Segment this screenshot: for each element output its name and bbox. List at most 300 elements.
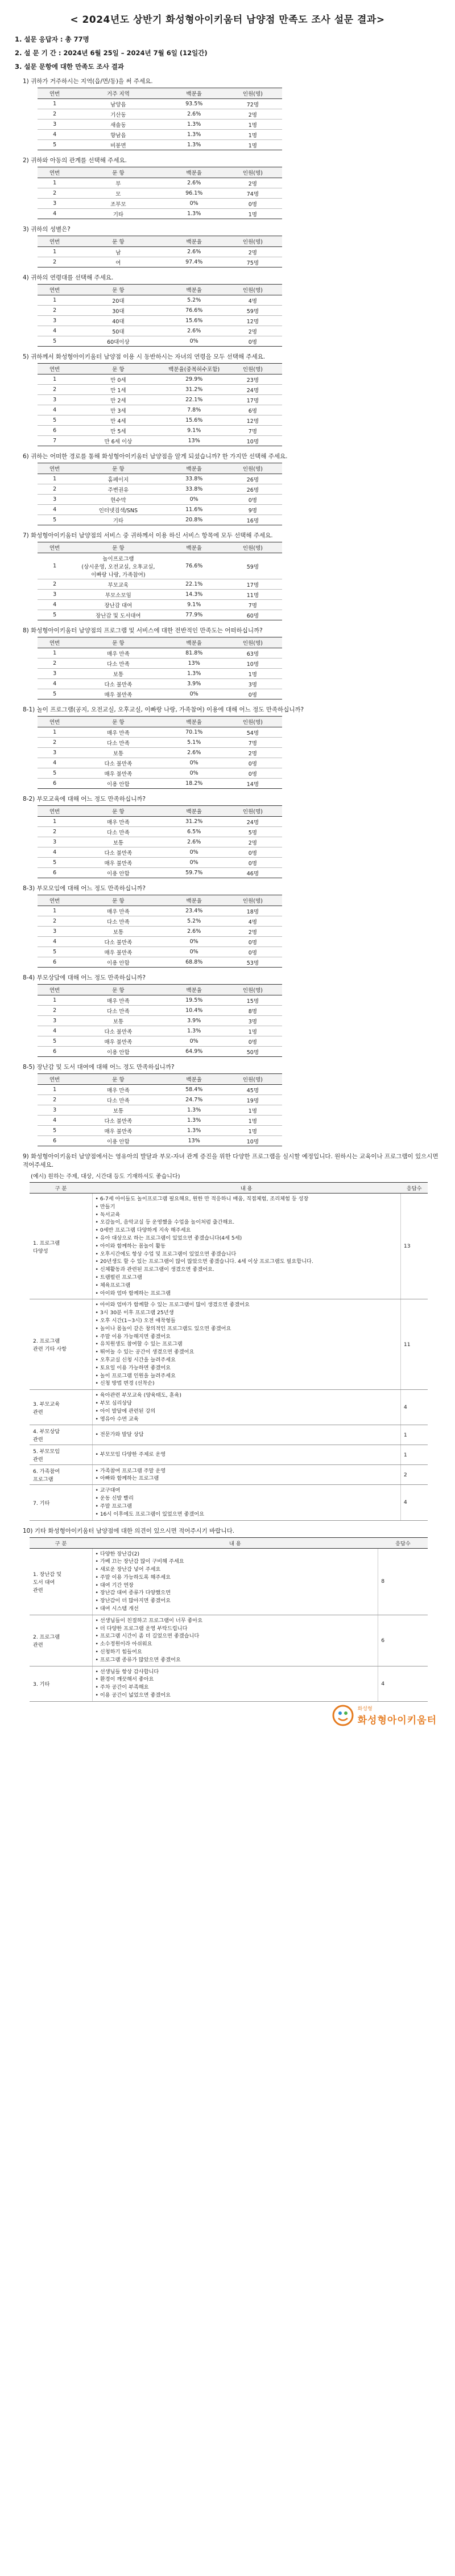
table-cell: 30대	[72, 306, 164, 316]
q9-block	[13, 1152, 442, 1521]
table-cell: 4	[38, 679, 72, 689]
table-cell: 40대	[72, 316, 164, 326]
table-row	[38, 768, 282, 779]
table-cell: 2명	[224, 927, 282, 937]
table-header-row	[38, 806, 282, 817]
column-header: 인원(명)	[224, 463, 282, 474]
table-row	[38, 130, 282, 140]
table-row	[38, 679, 282, 689]
column-header: 인원(명)	[224, 895, 282, 906]
table-header-row	[38, 717, 282, 727]
question-section	[13, 452, 442, 525]
response-line: • 체육프로그램	[95, 1282, 131, 1289]
question-section	[13, 705, 442, 789]
response-line: • 더 다양한 프로그램 운영 부탁드립니다	[95, 1625, 188, 1632]
column-header: 백분율	[165, 1074, 224, 1085]
table-cell: 20.8%	[165, 515, 224, 525]
table-cell: 23명	[224, 375, 282, 385]
table-cell: 3	[38, 199, 72, 209]
table-cell: 1명	[224, 669, 282, 679]
table-row	[38, 1006, 282, 1016]
table-cell: 4	[38, 326, 72, 336]
table-cell: 1.3%	[165, 1105, 224, 1116]
table-row	[30, 1615, 428, 1666]
table-cell: 11.6%	[165, 505, 224, 515]
table-cell: 1.3%	[165, 120, 224, 130]
table-row	[38, 415, 282, 426]
table-cell: 3	[38, 1016, 72, 1026]
table-cell: 2	[38, 916, 72, 927]
response-line: • 주말 이용 가능하도록 해주세요	[95, 1574, 171, 1581]
table-cell: 1	[38, 295, 72, 306]
table-cell: 4명	[224, 295, 282, 306]
column-header: 연번	[38, 167, 72, 178]
table-row	[38, 1047, 282, 1057]
column-header: 문 항	[72, 364, 164, 375]
content-cell	[92, 1465, 400, 1485]
table-cell: 주변권유	[72, 484, 164, 495]
category-cell: 2. 프로그램 관련 기타 사항	[30, 1299, 92, 1390]
table-cell: 10.4%	[165, 1006, 224, 1016]
table-row	[38, 727, 282, 738]
question-text: 8-2) 부모교육에 대해 어느 정도 만족하십니까?	[23, 796, 146, 803]
column-header: 문 항	[72, 637, 164, 648]
table-cell: 3	[38, 748, 72, 758]
count-cell: 8	[378, 1548, 428, 1615]
table-cell: 1	[38, 817, 72, 827]
column-header: 문 항	[72, 717, 164, 727]
table-cell: 15명	[224, 995, 282, 1006]
table-cell: 보통	[72, 748, 164, 758]
count-cell: 6	[378, 1615, 428, 1666]
response-line: • 장난감 대여 종류가 다양했으면	[95, 1590, 171, 1596]
table-cell: 59명	[224, 553, 282, 579]
table-cell: 2.6%	[165, 837, 224, 847]
question-text: 5) 귀하께서 화성형아이키움터 남양점 이용 시 동반하시는 자녀의 연령을 모두 선택해 주세요.	[23, 353, 266, 360]
table-cell: 다소 불만족	[72, 847, 164, 858]
table-cell: 0명	[224, 947, 282, 957]
table-row	[38, 738, 282, 748]
table-cell: 매우 불만족	[72, 1126, 164, 1136]
table-cell: 6명	[224, 405, 282, 415]
column-header: 연번	[38, 895, 72, 906]
column-header: 백분율(중복허수포함)	[165, 364, 224, 375]
response-line: • 영유아 수면 교육	[95, 1415, 139, 1422]
table-cell: 3.9%	[165, 1016, 224, 1026]
table-row	[30, 1425, 428, 1445]
category-cell: 5. 부모모임 관련	[30, 1445, 92, 1465]
column-header: 연번	[38, 88, 72, 99]
table-cell: 7	[38, 436, 72, 446]
table-cell: 2.6%	[165, 927, 224, 937]
table-row	[38, 1016, 282, 1026]
table-cell: 장난감 및 도서대여	[72, 610, 164, 620]
table-cell: 33.8%	[165, 474, 224, 484]
logo-icon	[332, 1704, 354, 1727]
table-row	[30, 1485, 428, 1520]
q10-block	[13, 1526, 442, 1702]
table-cell: 모	[72, 188, 164, 199]
table-cell: 4	[38, 1116, 72, 1126]
response-line: • 유아 대상으로 하는 프로그램이 있었으면 좋겠습니다(4세 5세)	[95, 1234, 242, 1241]
response-line: • 아이와 엄마가 함께할 수 있는 프로그램이 많이 생겼으면 좋겠어요	[95, 1302, 250, 1308]
table-cell: 1명	[224, 130, 282, 140]
table-row	[38, 395, 282, 405]
table-cell: 6	[38, 1047, 72, 1057]
table-row	[38, 405, 282, 415]
table-row	[38, 436, 282, 446]
table-row	[38, 610, 282, 620]
table-cell: 14.3%	[165, 590, 224, 600]
table-cell: 4명	[224, 916, 282, 927]
table-cell: 4	[38, 130, 72, 140]
table-cell: 2	[38, 827, 72, 837]
count-cell: 4	[400, 1390, 428, 1425]
table-cell: 2명	[224, 326, 282, 336]
table-cell: 9.1%	[165, 426, 224, 436]
table-cell: 2	[38, 579, 72, 590]
table-row	[38, 689, 282, 699]
column-header: 응답수	[378, 1537, 428, 1548]
table-cell: 7명	[224, 426, 282, 436]
table-cell: 3	[38, 927, 72, 937]
table-cell: 45명	[224, 1085, 282, 1095]
category-cell: 3. 기타	[30, 1666, 92, 1701]
table-row	[38, 336, 282, 347]
table-row	[38, 495, 282, 505]
column-header: 인원(명)	[224, 806, 282, 817]
table-cell: 10명	[224, 436, 282, 446]
table-cell: 기타	[72, 209, 164, 219]
table-cell: 만 5세	[72, 426, 164, 436]
table-cell: 24명	[224, 817, 282, 827]
column-header: 백분율	[165, 542, 224, 553]
table-cell: 2	[38, 109, 72, 120]
table-cell: 5.2%	[165, 916, 224, 927]
table-row	[38, 1116, 282, 1126]
table-cell: 6	[38, 868, 72, 878]
table-row	[30, 1465, 428, 1485]
column-header: 백분율	[165, 717, 224, 727]
question-section	[13, 626, 442, 699]
table-cell: 10명	[224, 659, 282, 669]
table-cell: 5	[38, 1036, 72, 1047]
table-cell: 4	[38, 505, 72, 515]
response-line: • 아빠와 함께하는 프로그램	[95, 1475, 159, 1482]
table-cell: 74명	[224, 188, 282, 199]
table-row	[38, 316, 282, 326]
table-cell: 1명	[224, 1105, 282, 1116]
response-line: • 선생님들이 친절하고 프로그램이 너무 좋아요	[95, 1617, 203, 1624]
table-cell: 18명	[224, 906, 282, 916]
table-cell: 장난감 대여	[72, 600, 164, 610]
response-line: • 오후시간에도 항상 수업 및 프로그램이 있었으면 좋겠습니다	[95, 1250, 237, 1257]
table-cell: 4	[38, 937, 72, 947]
table-cell: 12명	[224, 415, 282, 426]
result-table	[38, 463, 282, 525]
result-table	[38, 88, 282, 150]
table-header-row	[38, 985, 282, 995]
response-line: • 운동 신발 빨리	[95, 1495, 134, 1502]
table-row	[38, 937, 282, 947]
info-block	[13, 35, 442, 71]
table-cell: 1	[38, 553, 72, 579]
table-cell: 97.4%	[165, 257, 224, 268]
table-cell: 다소 만족	[72, 1006, 164, 1016]
table-cell: 75명	[224, 257, 282, 268]
logo-big-text: 화성형아이키움터	[357, 1714, 437, 1726]
category-cell: 1. 프로그램 다양성	[30, 1194, 92, 1299]
table-cell: 만 6세 이상	[72, 436, 164, 446]
table-cell: 보통	[72, 927, 164, 937]
table-cell: 5	[38, 336, 72, 347]
table-cell: 2	[38, 484, 72, 495]
table-cell: 0%	[165, 847, 224, 858]
column-header: 백분율	[165, 463, 224, 474]
table-header-row	[38, 236, 282, 247]
response-line: • 놀이 프로그램 인원을 늘려주세요	[95, 1372, 176, 1379]
table-cell: 0%	[165, 336, 224, 347]
column-header: 문 항	[72, 985, 164, 995]
table-cell: 24.7%	[165, 1095, 224, 1105]
table-cell: 만 0세	[72, 375, 164, 385]
table-row	[30, 1299, 428, 1390]
table-cell: 1	[38, 648, 72, 659]
response-line: • 아이 발달에 관련된 강의	[95, 1408, 156, 1414]
table-cell: 64.9%	[165, 1047, 224, 1057]
result-table	[38, 1073, 282, 1146]
table-cell: 19.5%	[165, 995, 224, 1006]
document-title: < 2024년도 상반기 화성형아이키움터 남양점 만족도 조사 설문 결과>	[70, 14, 385, 26]
table-cell: 0%	[165, 768, 224, 779]
table-cell: 9.1%	[165, 600, 224, 610]
table-cell: 기타	[72, 515, 164, 525]
table-header-row	[38, 895, 282, 906]
table-cell: 홈페이지	[72, 474, 164, 484]
table-cell: 1명	[224, 140, 282, 150]
table-cell: 5.2%	[165, 295, 224, 306]
column-header: 응답수	[400, 1183, 428, 1194]
table-header-row	[38, 88, 282, 99]
question-section	[13, 884, 442, 968]
table-row	[38, 99, 282, 109]
column-header: 문 항	[72, 806, 164, 817]
table-cell: 다소 만족	[72, 916, 164, 927]
table-cell: 2.6%	[165, 109, 224, 120]
table-cell: 1명	[224, 1126, 282, 1136]
table-cell: 1	[38, 995, 72, 1006]
table-cell: 2.6%	[165, 748, 224, 758]
response-line: • 오후 시간(1~3시) 오전 애착형들	[95, 1317, 176, 1324]
table-cell: 54명	[224, 727, 282, 738]
brand-logo	[332, 1704, 437, 1727]
table-cell: 2명	[224, 748, 282, 758]
table-cell: 4	[38, 758, 72, 768]
table-cell: 3	[38, 316, 72, 326]
table-cell: 3명	[224, 679, 282, 689]
table-cell: 59명	[224, 306, 282, 316]
table-cell: 50대	[72, 326, 164, 336]
column-header: 인원(명)	[224, 236, 282, 247]
logo-small-text: 화성형	[357, 1706, 373, 1712]
table-cell: 2	[38, 188, 72, 199]
column-header: 인원(명)	[224, 985, 282, 995]
table-cell: 72명	[224, 99, 282, 109]
response-line: • 선생님들 항상 감사합니다	[95, 1668, 159, 1675]
open-response-table	[30, 1182, 428, 1521]
table-header-row	[38, 167, 282, 178]
table-row	[38, 209, 282, 219]
column-header: 백분율	[165, 285, 224, 295]
table-cell: 만 3세	[72, 405, 164, 415]
column-header: 연번	[38, 637, 72, 648]
table-cell: 6.5%	[165, 827, 224, 837]
table-row	[30, 1445, 428, 1465]
column-header: 백분율	[165, 167, 224, 178]
response-line: • 신체활동과 관련된 프로그램이 생겼으면 좋겠어요.	[95, 1266, 214, 1273]
table-cell: 비봉면	[72, 140, 164, 150]
category-cell: 4. 부모상담 관련	[30, 1425, 92, 1445]
table-cell: 1	[38, 906, 72, 916]
response-line: • 토요일 이용 가능하면 좋겠어요	[95, 1364, 171, 1371]
table-row	[38, 474, 282, 484]
column-header: 백분율	[165, 895, 224, 906]
column-header: 연번	[38, 236, 72, 247]
response-line: • 트램펄린 프로그램	[95, 1274, 142, 1281]
count-cell: 11	[400, 1299, 428, 1390]
category-cell: 3. 부모교육 관련	[30, 1390, 92, 1425]
table-cell: 4	[38, 209, 72, 219]
table-row	[38, 837, 282, 847]
question-text: 8-4) 부모상담에 대해 어느 정도 만족하십니까?	[23, 974, 146, 981]
table-cell: 0%	[165, 1036, 224, 1047]
table-cell: 매우 만족	[72, 817, 164, 827]
table-cell: 4	[38, 847, 72, 858]
question-text: 7) 화성형아이키움터 남양점의 서비스 중 귀하께서 이용 하신 서비스 항목에 모두 선택해 주세요.	[23, 532, 273, 539]
response-line: • 놀이나 몸놀이 같은 창의적인 프로그램도 있으면 좋겠어요	[95, 1325, 231, 1332]
column-header: 인원(명)	[224, 717, 282, 727]
table-cell: 여	[72, 257, 164, 268]
content-cell	[92, 1425, 400, 1445]
table-cell: 매우 불만족	[72, 768, 164, 779]
question-section	[13, 1063, 442, 1146]
table-row	[38, 847, 282, 858]
response-line: • 프로그램 종류가 많았으면 좋겠어요	[95, 1656, 181, 1663]
table-cell: 1	[38, 178, 72, 188]
content-cell	[92, 1485, 400, 1520]
response-line: • 부모 심리상담	[95, 1400, 133, 1406]
question-note: (예시) 원하는 주제, 대상, 시간대 등도 기재하셔도 좋습니다)	[31, 1174, 180, 1180]
response-line: • 3시 30분 이후 프로그램 25년생	[95, 1310, 174, 1316]
table-cell: 12명	[224, 316, 282, 326]
table-row	[38, 1105, 282, 1116]
column-header: 인원(명)	[224, 167, 282, 178]
column-header: 연번	[38, 717, 72, 727]
table-cell: 18.2%	[165, 779, 224, 789]
result-table	[38, 716, 282, 789]
question-section	[13, 273, 442, 347]
table-cell: 매우 만족	[72, 648, 164, 659]
table-cell: 0명	[224, 847, 282, 858]
table-cell: 보통	[72, 837, 164, 847]
column-header: 거주 지역	[72, 88, 164, 99]
table-cell: 15.6%	[165, 316, 224, 326]
response-line: • 0세반 프로그램 다양하게 지속 해주세요	[95, 1227, 191, 1234]
table-cell: 4	[38, 600, 72, 610]
column-header: 연번	[38, 285, 72, 295]
table-cell: 20대	[72, 295, 164, 306]
table-cell: 1.3%	[165, 1126, 224, 1136]
table-cell: 53명	[224, 957, 282, 968]
table-cell: 5	[38, 947, 72, 957]
table-cell: 1.3%	[165, 1026, 224, 1036]
table-row	[38, 247, 282, 257]
response-line: • 장난감이 더 많아지면 좋겠어요	[95, 1598, 171, 1604]
count-cell: 2	[400, 1465, 428, 1485]
count-cell: 1	[400, 1425, 428, 1445]
table-cell: 26명	[224, 474, 282, 484]
table-cell: 만 2세	[72, 395, 164, 405]
column-header: 연번	[38, 985, 72, 995]
table-row	[30, 1194, 428, 1299]
response-line: • 신청하기 힘들어요	[95, 1649, 142, 1656]
table-cell: 매우 만족	[72, 906, 164, 916]
content-cell	[92, 1390, 400, 1425]
table-cell: 3	[38, 495, 72, 505]
count-cell: 4	[378, 1666, 428, 1701]
table-cell: 1.3%	[165, 209, 224, 219]
response-line: • 독서교육	[95, 1211, 121, 1218]
table-row	[38, 484, 282, 495]
table-header-row	[38, 364, 282, 375]
table-cell: 남	[72, 247, 164, 257]
result-table	[38, 637, 282, 699]
response-line: • 주차 공간이 부족해요	[95, 1684, 149, 1691]
table-cell: 2	[38, 738, 72, 748]
table-row	[38, 600, 282, 610]
table-cell: 33.8%	[165, 484, 224, 495]
table-cell: 기산동	[72, 109, 164, 120]
question-text: 6) 귀하는 어떠한 경로를 통해 화성형아이키움터 남양점을 알게 되셨습니까? 한 가지만 선택해 주세요.	[23, 453, 288, 460]
table-cell: 3	[38, 395, 72, 405]
table-cell: 76.6%	[165, 553, 224, 579]
table-cell: 6	[38, 957, 72, 968]
table-cell: 22.1%	[165, 395, 224, 405]
table-cell: 2명	[224, 109, 282, 120]
table-header-row	[38, 542, 282, 553]
response-line: • 유치원생도 참여할 수 있는 프로그램	[95, 1341, 183, 1348]
table-cell: 이용 안함	[72, 779, 164, 789]
table-row	[38, 1036, 282, 1047]
column-header: 구 분	[30, 1537, 92, 1548]
table-cell: 7명	[224, 600, 282, 610]
table-cell: 이용 안함	[72, 1047, 164, 1057]
table-cell: 남양읍	[72, 99, 164, 109]
table-row	[30, 1390, 428, 1425]
column-header: 내 용	[92, 1183, 400, 1194]
table-row	[38, 947, 282, 957]
table-cell: 29.9%	[165, 375, 224, 385]
table-cell: 이용 안함	[72, 1136, 164, 1146]
table-cell: 5	[38, 689, 72, 699]
table-row	[38, 306, 282, 316]
table-row	[38, 178, 282, 188]
table-cell: 1명	[224, 1026, 282, 1036]
category-cell: 1. 장난감 및 도서 대여 관련	[30, 1548, 92, 1615]
response-line: • 소수정원이라 아쉬워요	[95, 1641, 152, 1648]
table-cell: 조부모	[72, 199, 164, 209]
table-cell: 3	[38, 120, 72, 130]
